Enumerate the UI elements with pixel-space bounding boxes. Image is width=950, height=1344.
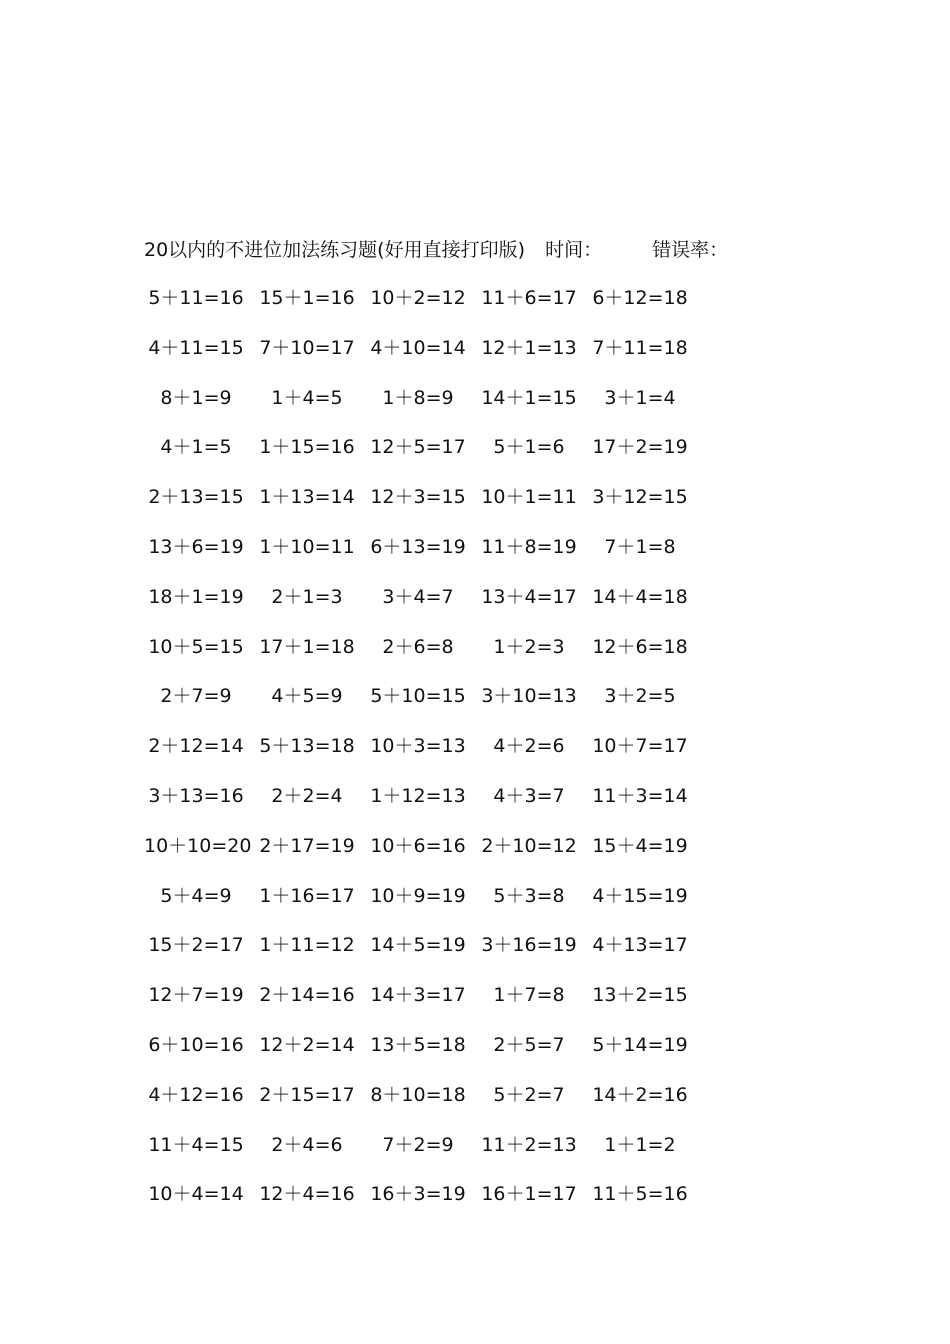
- problem-row: [0, 433, 950, 483]
- problem-item: 5＋13=18: [259, 735, 355, 758]
- problem-item: 1＋11=12: [259, 934, 355, 957]
- problem-item: 1＋10=11: [259, 535, 355, 558]
- problem-row: [0, 882, 950, 932]
- problem-item: 11＋5=16: [592, 1183, 688, 1206]
- problem-item: 15＋1=16: [259, 287, 355, 309]
- problem-item: 5＋11=16: [148, 287, 244, 309]
- problem-row: [0, 1131, 950, 1181]
- problem-item: 3＋2=5: [604, 685, 676, 708]
- problem-row: [0, 533, 950, 583]
- error-rate-label: 错误率：: [652, 239, 729, 261]
- problem-item: 14＋3=17: [370, 984, 466, 1007]
- problem-item: 7＋2=9: [382, 1133, 454, 1156]
- problem-item: 2＋17=19: [259, 834, 355, 857]
- problem-item: 1＋4=5: [271, 386, 343, 409]
- problem-item: 5＋2=7: [493, 1083, 565, 1106]
- problem-item: 10＋5=15: [148, 635, 244, 658]
- problem-item: 13＋4=17: [481, 585, 577, 608]
- problem-item: 8＋1=9: [160, 386, 232, 409]
- problem-item: 4＋12=16: [148, 1083, 244, 1106]
- problem-item: 15＋2=17: [148, 934, 244, 957]
- problem-item: 1＋8=9: [382, 386, 454, 409]
- worksheet-header: [144, 236, 728, 264]
- problem-item: 1＋12=13: [370, 784, 466, 807]
- problem-item: 3＋10=13: [481, 685, 577, 708]
- problem-item: 10＋1=11: [481, 486, 577, 509]
- problem-item: 5＋1=6: [493, 436, 565, 459]
- problem-row: [0, 384, 950, 434]
- problem-item: 1＋15=16: [259, 436, 355, 459]
- problem-item: 13＋5=18: [370, 1033, 466, 1056]
- problem-item: 3＋1=4: [604, 386, 676, 409]
- problem-item: 4＋15=19: [592, 884, 688, 907]
- problem-item: 17＋2=19: [592, 436, 688, 459]
- problem-item: 13＋6=19: [148, 535, 244, 558]
- problem-item: 7＋11=18: [592, 336, 688, 359]
- problem-item: 2＋7=9: [160, 685, 232, 708]
- problem-item: 1＋16=17: [259, 884, 355, 907]
- problem-item: 2＋4=6: [271, 1133, 343, 1156]
- problem-item: 1＋7=8: [493, 984, 565, 1007]
- problem-item: 14＋4=18: [592, 585, 688, 608]
- problem-item: 10＋9=19: [370, 884, 466, 907]
- problem-item: 10＋7=17: [592, 735, 688, 758]
- problem-item: 6＋13=19: [370, 535, 466, 558]
- problem-item: 12＋1=13: [481, 336, 577, 359]
- problem-item: 12＋4=16: [259, 1183, 355, 1206]
- problem-item: 14＋2=16: [592, 1083, 688, 1106]
- problem-item: 5＋3=8: [493, 884, 565, 907]
- problem-item: 2＋14=16: [259, 984, 355, 1007]
- problem-item: 10＋2=12: [370, 287, 466, 309]
- problem-item: 10＋3=13: [370, 735, 466, 758]
- problem-item: 3＋12=15: [592, 486, 688, 509]
- problem-item: 2＋1=3: [271, 585, 343, 608]
- problem-row: [0, 782, 950, 832]
- problem-item: 4＋5=9: [271, 685, 343, 708]
- problem-item: 18＋1=19: [148, 585, 244, 608]
- problem-row: [0, 334, 950, 384]
- problem-item: 1＋1=2: [604, 1133, 676, 1156]
- problem-item: 12＋6=18: [592, 635, 688, 658]
- problem-item: 16＋3=19: [370, 1183, 466, 1206]
- problem-item: 3＋16=19: [481, 934, 577, 957]
- problem-item: 11＋3=14: [592, 784, 688, 807]
- problem-item: 2＋10=12: [481, 834, 577, 857]
- problem-item: 6＋10=16: [148, 1033, 244, 1056]
- problem-item: 2＋2=4: [271, 784, 343, 807]
- problem-item: 5＋4=9: [160, 884, 232, 907]
- problem-row: [0, 633, 950, 683]
- problem-item: 3＋13=16: [148, 784, 244, 807]
- problem-row: [0, 483, 950, 533]
- problem-item: 1＋2=3: [493, 635, 565, 658]
- problem-row: [0, 1180, 950, 1230]
- problem-item: 8＋10=18: [370, 1083, 466, 1106]
- problem-item: 10＋4=14: [148, 1183, 244, 1206]
- problem-item: 5＋10=15: [370, 685, 466, 708]
- problem-item: 2＋5=7: [493, 1033, 565, 1056]
- problem-item: 1＋13=14: [259, 486, 355, 509]
- problem-item: 5＋14=19: [592, 1033, 688, 1056]
- problem-item: 11＋4=15: [148, 1133, 244, 1156]
- problem-item: 12＋7=19: [148, 984, 244, 1007]
- problem-row: [0, 832, 950, 882]
- problem-item: 14＋5=19: [370, 934, 466, 957]
- problem-item: 2＋12=14: [148, 735, 244, 758]
- problem-item: 12＋2=14: [259, 1033, 355, 1056]
- problem-row: [0, 583, 950, 633]
- problem-item: 4＋1=5: [160, 436, 232, 459]
- problem-row: [0, 1081, 950, 1131]
- problem-item: 13＋2=15: [592, 984, 688, 1007]
- problem-row: [0, 931, 950, 981]
- problem-item: 15＋4=19: [592, 834, 688, 857]
- problem-item: 4＋10=14: [370, 336, 466, 359]
- problem-item: 6＋12=18: [592, 287, 688, 309]
- problem-grid: [0, 284, 950, 1230]
- problem-item: 11＋8=19: [481, 535, 577, 558]
- problem-item: 11＋6=17: [481, 287, 577, 309]
- problem-item: 7＋10=17: [259, 336, 355, 359]
- problem-item: 2＋13=15: [148, 486, 244, 509]
- problem-row: [0, 981, 950, 1031]
- problem-item: 11＋2=13: [481, 1133, 577, 1156]
- problem-item: 12＋5=17: [370, 436, 466, 459]
- problem-item: 17＋1=18: [259, 635, 355, 658]
- problem-item: 2＋15=17: [259, 1083, 355, 1106]
- problem-item: 4＋3=7: [493, 784, 565, 807]
- problem-row: [0, 732, 950, 782]
- problem-item: 10＋10=20: [144, 834, 252, 857]
- problem-item: 14＋1=15: [481, 386, 577, 409]
- problem-item: 16＋1=17: [481, 1183, 577, 1206]
- problem-item: 7＋1=8: [604, 535, 676, 558]
- problem-item: 12＋3=15: [370, 486, 466, 509]
- problem-item: 10＋6=16: [370, 834, 466, 857]
- problem-item: 4＋11=15: [148, 336, 244, 359]
- problem-item: 3＋4=7: [382, 585, 454, 608]
- time-label: 时间：: [545, 239, 603, 261]
- problem-row: [0, 1031, 950, 1081]
- problem-item: 2＋6=8: [382, 635, 454, 658]
- problem-row: [0, 284, 950, 334]
- problem-row: [0, 682, 950, 732]
- problem-item: 4＋2=6: [493, 735, 565, 758]
- problem-item: 4＋13=17: [592, 934, 688, 957]
- worksheet-title: 20以内的不进位加法练习题(好用直接打印版): [144, 239, 526, 261]
